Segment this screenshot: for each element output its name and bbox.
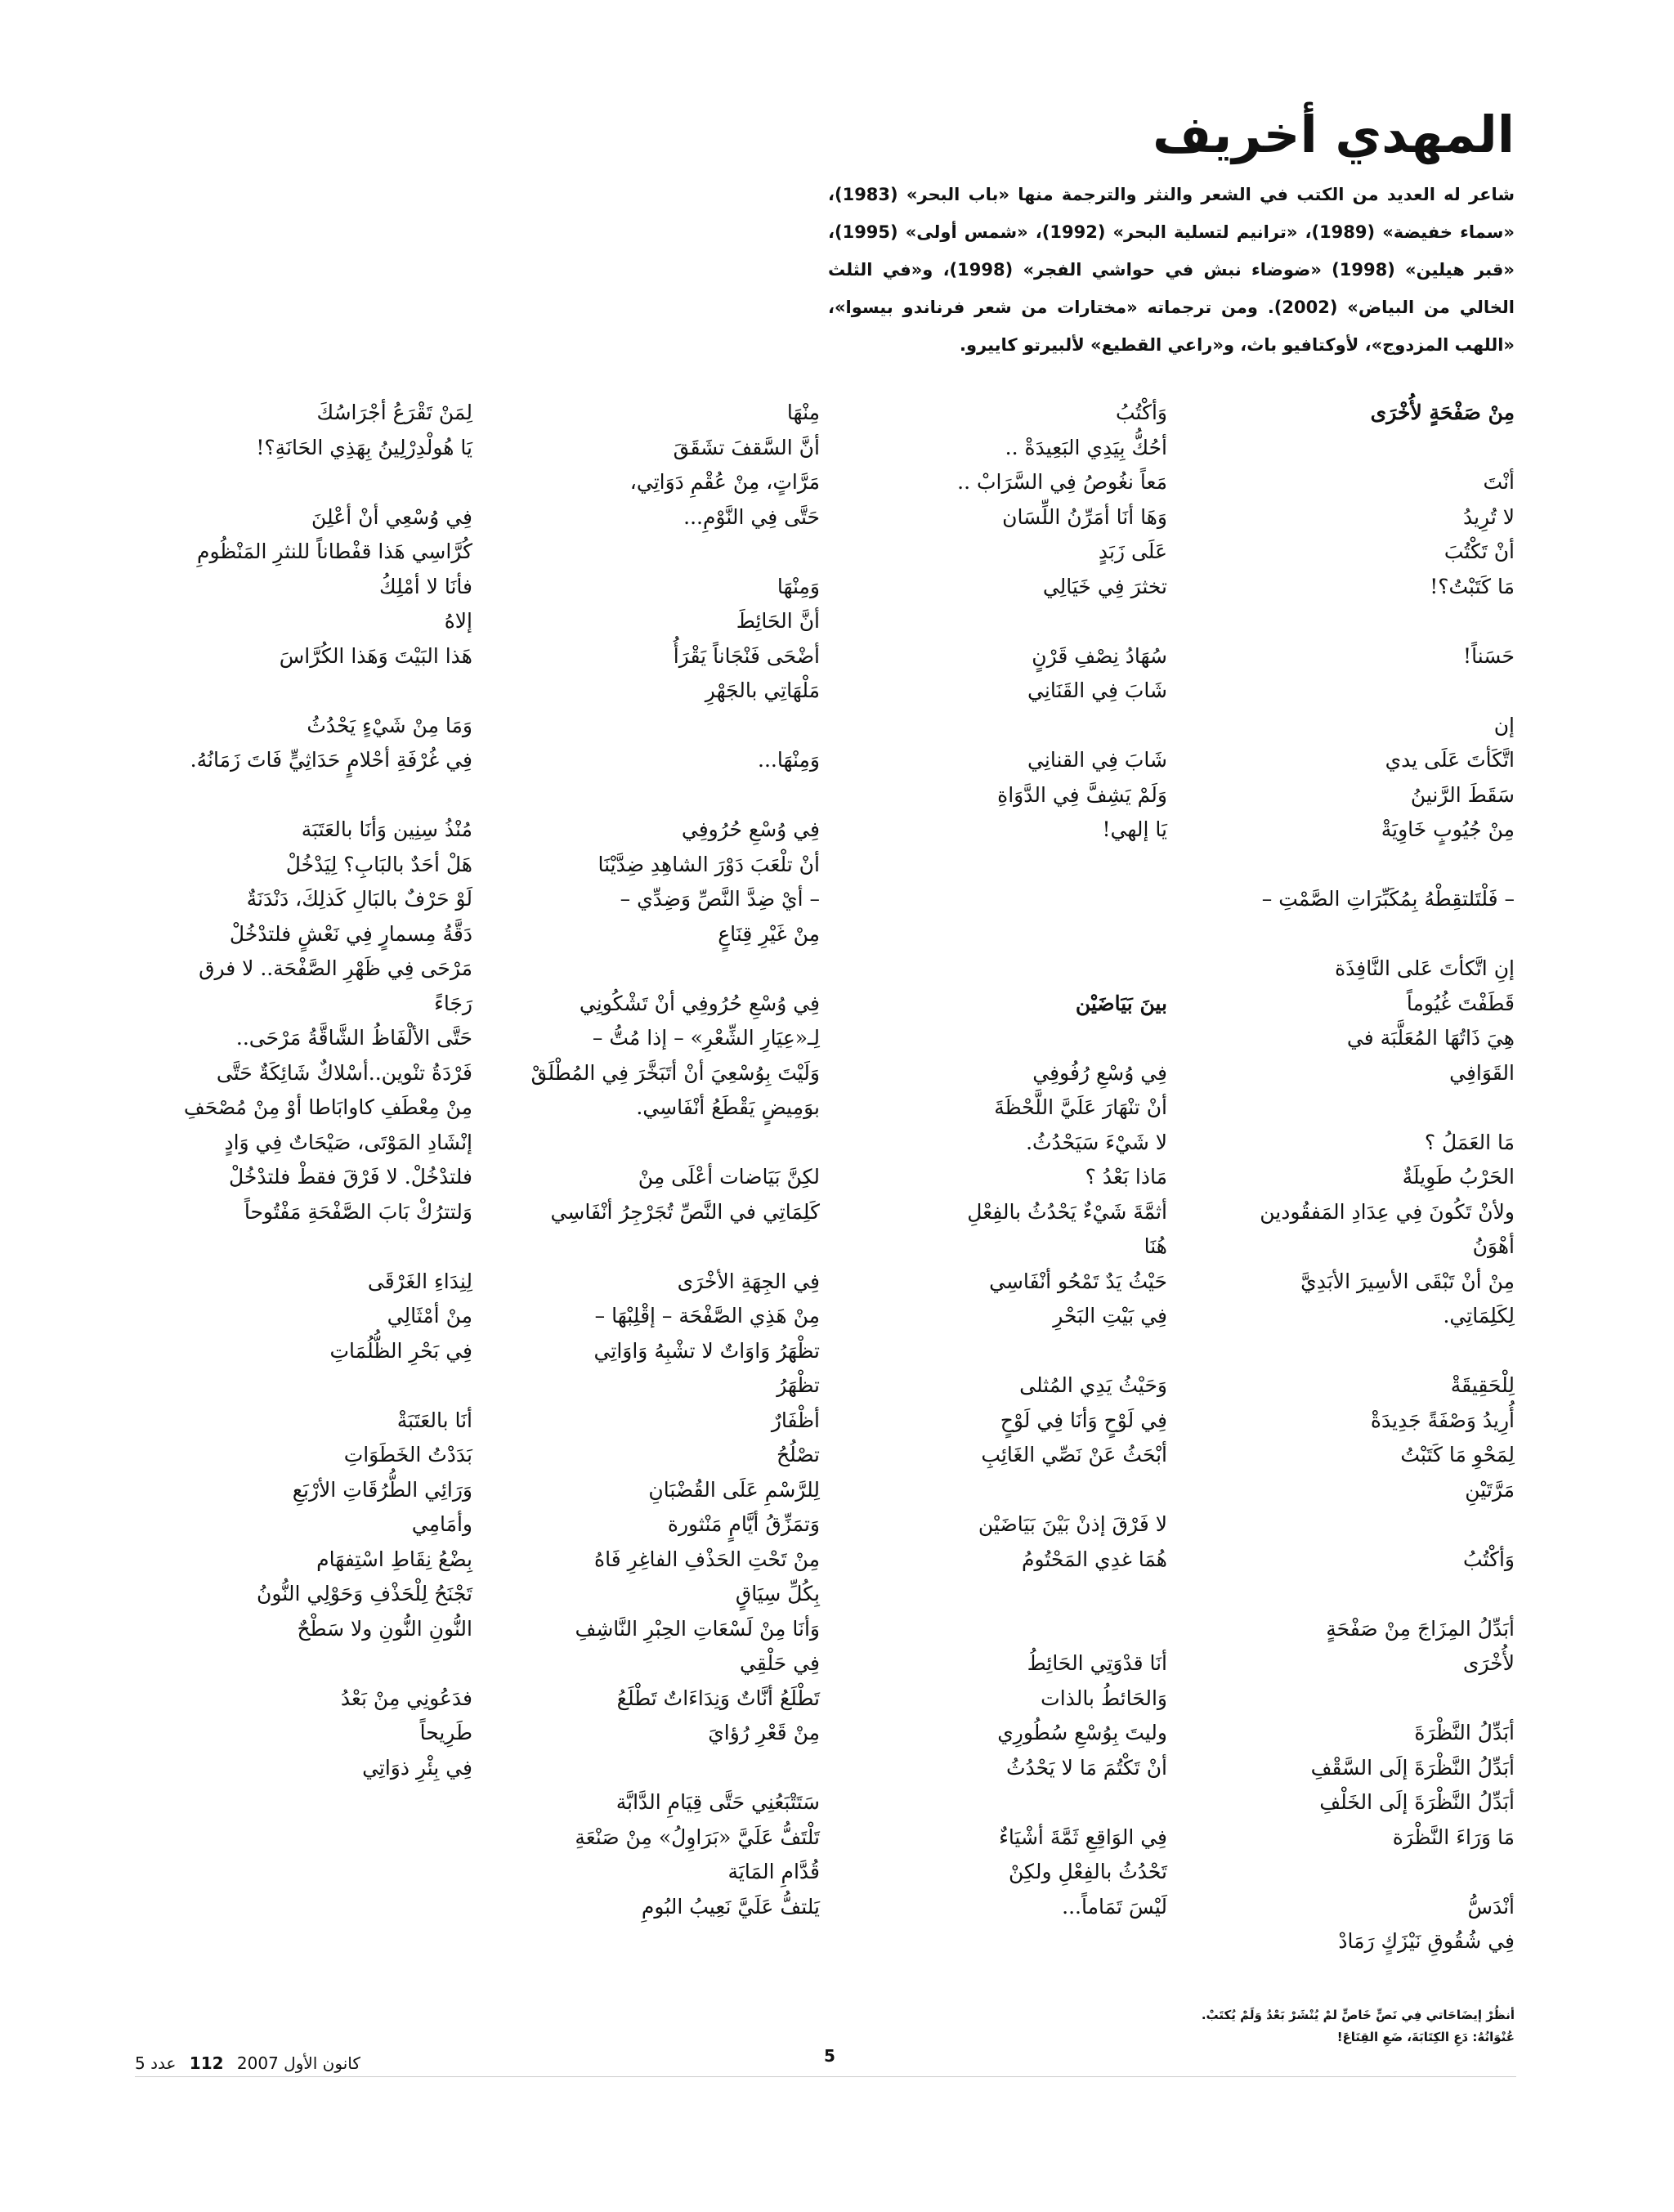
poem-line: وَهَا أنَا أمَرِّنُ اللِّسَان — [1002, 504, 1167, 529]
poem-line: يَلتفُّ عَلَيَّ نَعِيبُ البُومِ — [641, 1894, 820, 1919]
poem-line — [546, 1751, 820, 1786]
poem-line: مِنْهَا — [786, 401, 820, 424]
poem-line: لِلرَّسْمِ عَلَى القُضْبَانِ — [648, 1477, 820, 1502]
poem-line: أنَّ الحَائِطَ — [736, 609, 820, 633]
poem-line — [546, 709, 820, 744]
poem-line: فِي شُقُوقِ نَيْزَكٍ رَمَادْ — [1338, 1929, 1515, 1953]
poem-line: وأمَامِي — [411, 1512, 472, 1536]
poem-line: قُدَّامِ المَايَة — [727, 1860, 820, 1883]
poem-line: لَيْسَ تَمَاماً... — [1062, 1894, 1167, 1919]
poem-line: تظْهَرُ وَاوَاتٌ لا تشْبِهُ وَاوَاتِي — [593, 1338, 820, 1363]
poem-line: بِكُلِّ سِيَاقٍ — [735, 1582, 820, 1605]
poem-line — [1241, 1090, 1515, 1126]
poem-line: حَتَّى فِي النَّوْمِ... — [683, 504, 820, 529]
poem-line — [546, 952, 820, 987]
poem-line — [1241, 431, 1515, 466]
poem-line: لَوْ حَرْفٌ بالبَالِ كَذلِكَ، دَنْدَنَةٌ — [246, 887, 472, 911]
poem-line — [1241, 917, 1515, 952]
poem-line: فِي بِئْرِ ذوَاتِي — [362, 1755, 472, 1780]
poem-line: مَا وَرَاءَ النَّظْرَة — [1392, 1825, 1515, 1849]
poem-line — [1241, 1855, 1515, 1890]
poem-line: وَأكْتُبُ — [1462, 1547, 1515, 1571]
poet-bio: شاعر له العديد من الكتب في الشعر والنثر والترجمة منها «باب البحر» (1983)، «سماء خفيضة» (1989)، «ترانيم لتسلية البحر» (1992)، «شمس أولى» (1995)، «قبر هيلين» (1998) «ضوضاء نبش في حواشي الفجر» (1998)، و«في الثلث الخالي من البياض» (2002). ومن ترجماته «مختارات من شعر فرناندو بيسوا»، «اللهب المزدوج»، لأوكتافيو باث، و«راعي القطيع» لألبيرتو كاييرو. — [828, 185, 1515, 355]
poem-line: مِنْ أمْثَالِي — [387, 1304, 472, 1328]
poem-line: أبَدِّلُ النَّظْرَةَ إلَى الخَلْفِ — [1319, 1790, 1515, 1814]
poem-line: أبَدِّلُ النَّظْرَةَ — [1414, 1721, 1515, 1744]
poem-line: ولأنْ تَكُونَ فِي عِدَادِ المَفقُودين — [1260, 1199, 1515, 1224]
poem-line: طَرِيحاً — [419, 1721, 472, 1744]
poem-line: بِضْعُ نِقَاطِ اسْتِفهَام — [316, 1547, 472, 1571]
poem-line — [893, 709, 1167, 744]
poem-line: اتَّكَأتَ عَلَى يدي — [1385, 748, 1515, 772]
poem-line — [546, 535, 820, 570]
poem-line: مَاذا بَعْدُ ؟ — [1085, 1165, 1167, 1189]
poem-line — [1241, 1334, 1515, 1369]
footer-divider — [135, 2076, 1516, 2077]
poem-line: القَوَافِي — [1449, 1060, 1515, 1085]
poem-line: فِي حَلْقِي — [740, 1651, 820, 1675]
poem-line: كَلِمَاتِي في النَّصِّ تُجَرْجِرُ أنْفَاسِي — [550, 1199, 820, 1224]
poem-title: مِنْ صَفْحَةٍ لأُخْرَى — [1370, 401, 1515, 424]
poem-line: شَابَ فِي القنانِي — [1027, 748, 1167, 772]
poem-line: وَمَا مِنْ شَيْءٍ يَحْدُثُ — [307, 713, 472, 737]
poem-line: فِي لَوْحٍ وَأنَا فِي لَوْحٍ — [1000, 1408, 1167, 1432]
poem-line: هُنَا — [1144, 1234, 1167, 1258]
poem-line: أنَا بالعَتَبَةْ — [396, 1408, 472, 1432]
poem-line: فِي وُسْعِ رُفُوفِي — [1032, 1060, 1167, 1085]
poem-line: تَطْلَعُ أنَّاتٌ وَنِدَاءَاتٌ تَطْلَعُ — [616, 1686, 820, 1710]
poem-line: لا فَرْقَ إذنْ بَيْنَ بَيَاضَيْن — [978, 1512, 1167, 1536]
poem-column-1 — [1241, 396, 1515, 1959]
poem-line: تصْلُحُ — [776, 1443, 820, 1466]
poem-line — [893, 1785, 1167, 1820]
poem-line: سَتَتْبَعُنِي حَتَّى قِيَامِ الدَّابَّة — [615, 1790, 820, 1814]
poem-line: وَمِنْهَا... — [758, 748, 820, 772]
poem-line: مَا العَمَلُ ؟ — [1424, 1130, 1515, 1154]
poem-line: فِي الجِهَةِ الأخْرَى — [677, 1269, 820, 1293]
poem-line — [893, 952, 1167, 987]
poem-line — [199, 465, 472, 500]
poem-line: أثمَّةَ شَيْءٌ يَحْدُثُ بالفِعْلِ — [967, 1199, 1167, 1224]
poem-line — [893, 1021, 1167, 1056]
poem-line — [199, 778, 472, 813]
poem-line: كُرَّاسِي هَذا قفْطاناً للنثرِ المَنْظُومِ — [197, 540, 472, 563]
poem-line: أنْتَ — [1483, 470, 1515, 494]
poem-line — [199, 1368, 472, 1404]
poem-line: مَا كَتَبْتُ؟! — [1430, 574, 1515, 598]
poem-line: شَابَ فِي القَنَانِي — [1027, 678, 1167, 702]
poem-line — [546, 1126, 820, 1161]
poem-column-3 — [530, 396, 820, 1924]
poem-line: لِمَنْ تَقْرَعُ أجْرَاسُكَ — [316, 401, 472, 424]
poem-line: أنْدَسُّ — [1467, 1894, 1515, 1919]
poem-line — [893, 1612, 1167, 1647]
poem-line: مِنْ مِعْطَفِ كاوابَاطا أوْ مِنْ مُصْحَفِ — [183, 1095, 472, 1119]
poem-line — [893, 1577, 1167, 1612]
poem-line: أُرِيدُ وَصْفَةً جَدِيدَةْ — [1370, 1408, 1515, 1432]
poem-line: حَيْثُ يَدٌ تَمْحُو أنْفَاسِي — [989, 1269, 1167, 1293]
poem-line: فِي غُرْفَةِ أحْلامٍ حَدَاثِيٍّ فَاتَ زَمَانُهُ. — [190, 748, 472, 772]
poem-line: وَرَائِي الطُّرُقَاتِ الأرْبَعِ — [292, 1477, 472, 1502]
poem-line: مَرَّتَيْنِ — [1465, 1477, 1515, 1502]
poem-line: مِنْ غَيْرِ قِنَاعٍ — [718, 921, 820, 946]
poem-line: عَلَى زَبَدٍ — [1098, 540, 1167, 563]
poem-line: وَأكْتُبُ — [1115, 401, 1167, 424]
poem-line: تَلْتَفُّ عَلَيَّ «بَرَاوِلُ» مِنْ صَنْعَةِ — [575, 1825, 820, 1849]
poem-title: بينَ بَيَاضَيْن — [1075, 991, 1167, 1015]
poem-line: تَحْدُثُ بالفِعْلِ ولكِنْ — [1008, 1860, 1167, 1883]
poem-line: سُهَادُ نِصْفِ قَرْنٍ — [1032, 643, 1167, 668]
poem-line: فِي وُسْعِ حُرُوفِي — [681, 817, 820, 841]
poem-line: فأنَا لا أمْلِكُ — [379, 574, 472, 598]
poem-line — [893, 1334, 1167, 1369]
poem-line: سَقَطَ الرَّنينُ — [1410, 782, 1515, 807]
poem-line: أنَا قدْوَتِي الحَائِطُ — [1027, 1651, 1167, 1675]
poem-line: النُّونِ النُّونِ ولا سَطْحٌ — [297, 1616, 472, 1641]
poem-line: دَقَّةُ مِسمارٍ فِي نَعْشٍ فلتدْخُلْ — [229, 921, 472, 946]
poem-line — [893, 848, 1167, 883]
poem-line: أضْحَى فَنْجَاناً يَقْرَأُ — [673, 643, 820, 668]
footnote — [1202, 2004, 1515, 2049]
footnote-line: أنظُرْ إيضَاحَاتي فِي نَصٍّ خَاصٍّ لمْ يُنْشَرْ بَعْدُ وَلَمْ يُكتَبْ. — [1201, 2008, 1515, 2022]
poem-line — [1241, 1577, 1515, 1612]
poem-line — [1241, 848, 1515, 883]
poem-line — [1241, 1507, 1515, 1543]
poem-line: أبَدِّلُ المِزَاجَ مِنْ صَفْحَةٍ — [1326, 1616, 1515, 1641]
poem-line: وَالحَائطُ بالذات — [1041, 1686, 1167, 1710]
poem-line — [546, 778, 820, 813]
poem-line: فِي بَيْتِ البَحْرِ — [1053, 1304, 1167, 1328]
footnote-line: عُنْوَانُهُ: دَعِ الكِتَابَةَ، ضَعِ القِنَاعَ! — [1336, 2030, 1515, 2044]
poem-line: إن — [1493, 713, 1515, 737]
poem-line — [546, 1229, 820, 1265]
poem-line: فلتدْخُلْ. لا فَرْقَ فقطْ فلتدْخُلْ — [228, 1165, 472, 1189]
poem-line: فِي وُسْعِ حُرُوفِي أنْ تَشْكُونِي — [579, 991, 820, 1015]
poem-line: – أيْ ضِدَّ النَّصِّ وَضِدِّي – — [620, 887, 820, 911]
poem-line: وَلَيْتَ بِوُسْعِيَ أنْ أتَبَخَّرَ فِي المُطْلَقْ — [530, 1060, 820, 1085]
poem-line — [893, 1473, 1167, 1508]
poem-line: مِنْ تَحْتِ الحَذْفِ الفاغِرِ فَاهُ — [594, 1547, 820, 1571]
issue-number: 112 — [189, 2053, 224, 2073]
poem-line: أنْ تنْهَارَ عَلَيَّ اللَّحْظَةَ — [994, 1095, 1167, 1119]
poem-line: أبْحَثُ عَنْ نَصِّي الغَائِبِ — [981, 1443, 1167, 1466]
poem-line: فدَعُونِي مِنْ بَعْدُ — [340, 1686, 472, 1710]
poem-line: لا شَيْءَ سَيَحْدُثُ. — [1026, 1130, 1167, 1154]
poem-line: يَا إلهي! — [1102, 817, 1167, 841]
poem-line: يَا هُولْدِرْلِينُ بِهَذِي الحَانَةِ؟! — [256, 435, 472, 459]
poem-line: تخثرَ فِي خَيَالِي — [1042, 574, 1167, 598]
issue-info — [135, 2053, 369, 2073]
poem-line: الحَرْبُ طَوِيلَةٌ — [1402, 1165, 1515, 1189]
poem-line: أهْوَنُ — [1472, 1234, 1515, 1258]
poem-line — [1241, 674, 1515, 709]
poem-line: مُنْذُ سِنِين وَأنَا بالعَتَبَة — [301, 817, 472, 841]
poem-line — [1241, 604, 1515, 639]
poem-line: وَأنَا مِنْ لَسْعَاتِ الحِبْرِ النَّاشِفِ — [575, 1616, 820, 1641]
poem-line — [893, 882, 1167, 917]
issue-date: 5 كانون الأول 2007 — [135, 2053, 360, 2073]
poem-line: وَمِنْهَا — [777, 574, 820, 598]
poem-line: قَطَفْتَ غُيُوماً — [1406, 991, 1515, 1015]
poem-line: لكِنَّ بَيَاضات أعْلَى مِنْ — [638, 1165, 820, 1189]
poem-line: أبَدِّلُ النَّظْرَةَ إلَى السَّقْفِ — [1310, 1755, 1515, 1780]
page-number: 5 — [824, 2046, 835, 2066]
poem-line: بَدَدْتُ الخَطَوَاتِ — [343, 1443, 472, 1466]
poem-line: وَلتترُكْ بَابَ الصَّفْحَةِ مَفْتُوحاً — [244, 1199, 472, 1224]
poem-line: لِـ«عِيَارِ الشِّعْرِ» – إذا مُتُّ – — [592, 1026, 820, 1050]
poem-line — [199, 1646, 472, 1681]
poem-line: فَرْدَةُ تنْوين..أسْلاكٌ شَائِكَةٌ حَتَّى — [216, 1060, 472, 1085]
poem-line: فِي وُسْعِي أنْ أعْلِنَ — [311, 504, 472, 529]
poem-line: أنْ تَكْتُبَ — [1443, 540, 1515, 563]
poem-line: لِكَلِمَاتِي. — [1443, 1304, 1515, 1328]
poem-line: لِلْحَقِيقَةْ — [1450, 1373, 1515, 1397]
poem-line: حَتَّى الألْفَاظُ الشَّاقَّةُ مَرْحَى.. — [235, 1026, 472, 1050]
poem-line: مِنْ جُيُوبٍ خَاوِيَةْ — [1381, 817, 1515, 841]
poem-line: هَذا البَيْتَ وَهَذا الكُرَّاسَ — [279, 643, 472, 668]
poem-line: إنْشَادِ المَوْتَى، صَيْحَاتٌ فِي وَادٍ — [224, 1130, 472, 1154]
poem-line: مِنْ قَعْرِ رُؤايَ — [708, 1721, 820, 1744]
poem-line: إلاهُ — [444, 609, 472, 633]
poem-line: رَجَاءً — [434, 991, 472, 1015]
poem-line: إنِ اتَّكأتَ عَلى النَّافِذَة — [1335, 956, 1515, 980]
poem-line: تظْهَرُ — [777, 1373, 820, 1397]
poem-line: مَلْهَاتِي بالجَهْرِ — [705, 678, 820, 702]
poem-line: أظْفَارٌ — [771, 1408, 820, 1432]
poem-line: مِنْ هَذِي الصَّفْحَة – إقْلِبْهَا – — [594, 1304, 820, 1328]
poem-line: أنَّ السَّقفَ تشَقَقَ — [673, 435, 820, 459]
poem-line: لِمَحْوِ مَا كَتَبْتُ — [1400, 1443, 1515, 1466]
poem-line: مَعاً نغُوصُ فِي السَّرَابْ .. — [957, 470, 1167, 494]
poem-column-2 — [893, 396, 1167, 1924]
poem-line: بوَمِيضٍ يَقْطَعُ أنْفَاسِي. — [636, 1095, 820, 1119]
poem-line: وَحَيْثُ يَدِي المُثلى — [1019, 1373, 1167, 1397]
poem-line: تَجْنَحُ لِلْحَذْفِ وَحَوْلِي النُّونُ — [257, 1582, 472, 1605]
poem-line: وليتَ بِوُسْعِ سُطُورِي — [997, 1721, 1167, 1744]
poem-line: مَرَّاتٍ، مِنْ عُقْمِ دَوَاتِي، — [629, 470, 820, 494]
poem-line: هَلْ أحَدٌ بالبَابِ؟ لِيَدْخُلْ — [285, 852, 472, 876]
page-title: المهدي أخريف — [1153, 105, 1515, 164]
poem-line: مَرْحَى فِي ظَهْرِ الصَّفْحَة.. لا فرق — [199, 956, 472, 980]
poem-line: فِي الوَاقِعِ ثَمَّةَ أشْيَاءٌ — [999, 1825, 1167, 1849]
poem-line: – فَلْتَلتقِطْهُ بِمُكَبِّرَاتِ الصَّمْتِ – — [1261, 887, 1515, 911]
poem-line: مِنْ أنْ تَبْقَى الأسِيرَ الأبَدِيَّ — [1300, 1269, 1515, 1293]
poem-column-4 — [183, 396, 472, 1785]
poem-line — [1241, 1681, 1515, 1717]
poem-line: لأُخْرَى — [1462, 1651, 1515, 1675]
poem-line: لِنِدَاءِ الغَرْقَى — [367, 1269, 472, 1293]
poem-line: لا تُرِيدُ — [1462, 504, 1515, 529]
poem-line: حَسَناً! — [1463, 643, 1515, 668]
poem-line: وَلَمْ يَشِفَّ فِي الدَّوَاةِ — [997, 782, 1167, 807]
poem-line — [199, 1229, 472, 1265]
poem-line: وَتمَزِّقُ أيَّامٍ مَنْثورة — [667, 1512, 820, 1536]
poem-line — [893, 604, 1167, 639]
poem-line: أحُكُّ بِيَدِي البَعِيدَةْ .. — [1005, 435, 1167, 459]
poem-line: هِيَ ذَاتُهَا المُعَلَّبَة في — [1346, 1026, 1515, 1050]
poem-line: أنْ تَكْتُمَ مَا لا يَحْدُثُ — [1005, 1755, 1167, 1780]
poem-line: هُمَا غدِي المَحْتُومُ — [1021, 1547, 1167, 1571]
poem-line — [893, 917, 1167, 952]
poem-line: أنْ تلْعَبَ دَوْرَ الشاهِدِ ضِدَّيْنَا — [598, 852, 820, 876]
poem-line: فِي بَحْرِ الظُّلُمَاتِ — [329, 1338, 472, 1363]
poem-line — [199, 674, 472, 709]
issue-label: عدد — [150, 2053, 177, 2073]
